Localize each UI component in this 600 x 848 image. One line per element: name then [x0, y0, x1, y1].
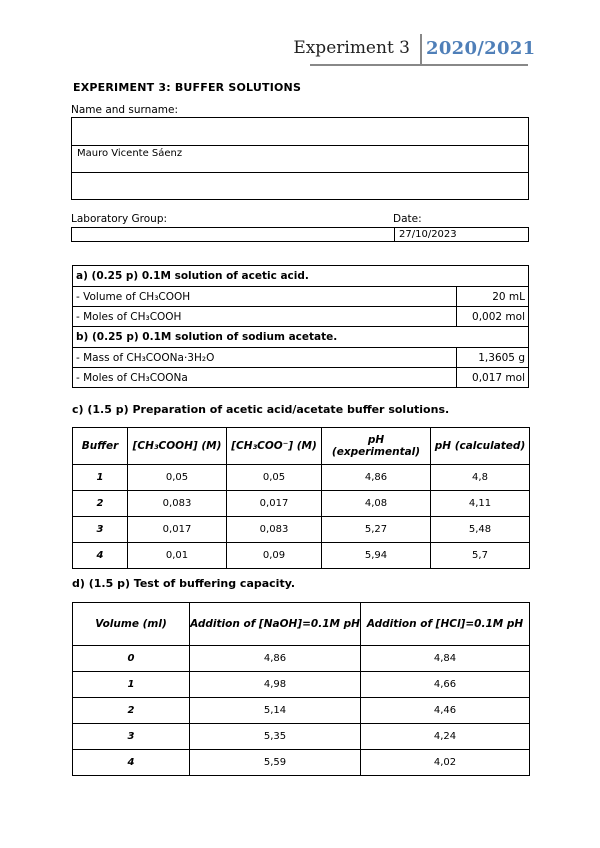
date-value: 27/10/2023	[399, 229, 457, 240]
row-value[interactable]: 0,017 mol	[457, 368, 529, 388]
table-row	[73, 646, 530, 672]
table-cell[interactable]: 5,35	[190, 724, 361, 750]
table-cell[interactable]: 0,083	[128, 491, 227, 517]
table-cell[interactable]: 4,66	[361, 672, 530, 698]
section-b-title: b) (0.25 p) 0.1M solution of sodium acetate.	[73, 327, 529, 348]
section-d-title: d) (1.5 p) Test of buffering capacity.	[72, 577, 296, 590]
table-cell[interactable]: 4,46	[361, 698, 530, 724]
column-header: Addition of [NaOH]=0.1M pH	[190, 603, 361, 646]
table-cell[interactable]: 4,86	[322, 465, 431, 491]
column-header: pH (calculated)	[431, 428, 530, 465]
table-cell[interactable]: 4,84	[361, 646, 530, 672]
lab-group-field[interactable]	[71, 227, 529, 242]
table-row	[73, 465, 530, 491]
table-cell[interactable]: 0,09	[227, 543, 322, 569]
header-divider	[420, 34, 422, 64]
volume-value: 1	[73, 672, 190, 698]
header-rule	[310, 64, 528, 66]
table-cell[interactable]: 4,98	[190, 672, 361, 698]
volume-value: 0	[73, 646, 190, 672]
volume-value: 2	[73, 698, 190, 724]
section-a-title: a) (0.25 p) 0.1M solution of acetic acid.	[73, 266, 529, 287]
volume-value: 4	[73, 750, 190, 776]
table-row	[73, 724, 530, 750]
row-value[interactable]: 1,3605 g	[457, 348, 529, 368]
table-row	[73, 672, 530, 698]
table-cell[interactable]: 4,24	[361, 724, 530, 750]
header-title: Experiment 3	[293, 38, 410, 58]
table-cell[interactable]: 4,02	[361, 750, 530, 776]
column-header: Buffer	[73, 428, 128, 465]
name-value: Mauro Vicente Sáenz	[77, 148, 183, 159]
table-cell[interactable]: 5,94	[322, 543, 431, 569]
row-value[interactable]: 20 mL	[457, 287, 529, 307]
buffer-number: 3	[73, 517, 128, 543]
table-cell[interactable]: 5,7	[431, 543, 530, 569]
volume-value: 3	[73, 724, 190, 750]
lab-group-label: Laboratory Group:	[71, 213, 168, 225]
table-cell[interactable]: 4,8	[431, 465, 530, 491]
table-cell[interactable]: 0,05	[128, 465, 227, 491]
table-cell[interactable]: 5,27	[322, 517, 431, 543]
buffering-capacity-table	[72, 602, 530, 776]
header-year: 2020/2021	[426, 38, 536, 59]
table-cell[interactable]: 0,083	[227, 517, 322, 543]
table-cell[interactable]: 4,08	[322, 491, 431, 517]
row-label: - Moles of CH₃COOH	[73, 307, 457, 327]
table-cell[interactable]: 4,86	[190, 646, 361, 672]
table-cell[interactable]: 0,05	[227, 465, 322, 491]
row-value[interactable]: 0,002 mol	[457, 307, 529, 327]
buffer-number: 1	[73, 465, 128, 491]
lab-date-divider	[394, 227, 395, 242]
table-cell[interactable]: 5,59	[190, 750, 361, 776]
buffer-number: 2	[73, 491, 128, 517]
column-header: Volume (ml)	[73, 603, 190, 646]
table-row	[73, 517, 530, 543]
table-row	[73, 543, 530, 569]
name-label: Name and surname:	[71, 104, 178, 116]
table-cell[interactable]: 0,017	[227, 491, 322, 517]
name-row-divider	[72, 172, 528, 173]
table-cell[interactable]: 0,017	[128, 517, 227, 543]
table-row	[73, 750, 530, 776]
row-label: - Volume of CH₃COOH	[73, 287, 457, 307]
table-cell[interactable]: 0,01	[128, 543, 227, 569]
table-row	[73, 698, 530, 724]
column-header: [CH₃COO⁻] (M)	[227, 428, 322, 465]
date-label: Date:	[393, 213, 422, 225]
section-c-title: c) (1.5 p) Preparation of acetic acid/acetate buffer solutions.	[72, 403, 450, 416]
table-cell[interactable]: 5,48	[431, 517, 530, 543]
column-header: pH (experimental)	[322, 428, 431, 465]
table-row	[73, 287, 529, 307]
name-row-divider	[72, 145, 528, 146]
row-label: - Moles of CH₃COONa	[73, 368, 457, 388]
document-title: EXPERIMENT 3: BUFFER SOLUTIONS	[73, 81, 302, 94]
solutions-table	[72, 265, 529, 388]
row-label: - Mass of CH₃COONa·3H₂O	[73, 348, 457, 368]
column-header: Addition of [HCl]=0.1M pH	[361, 603, 530, 646]
table-row	[73, 348, 529, 368]
buffer-number: 4	[73, 543, 128, 569]
table-row	[73, 307, 529, 327]
table-cell[interactable]: 5,14	[190, 698, 361, 724]
table-cell[interactable]: 4,11	[431, 491, 530, 517]
table-row	[73, 368, 529, 388]
buffer-table	[72, 427, 530, 569]
column-header: [CH₃COOH] (M)	[128, 428, 227, 465]
table-row	[73, 491, 530, 517]
